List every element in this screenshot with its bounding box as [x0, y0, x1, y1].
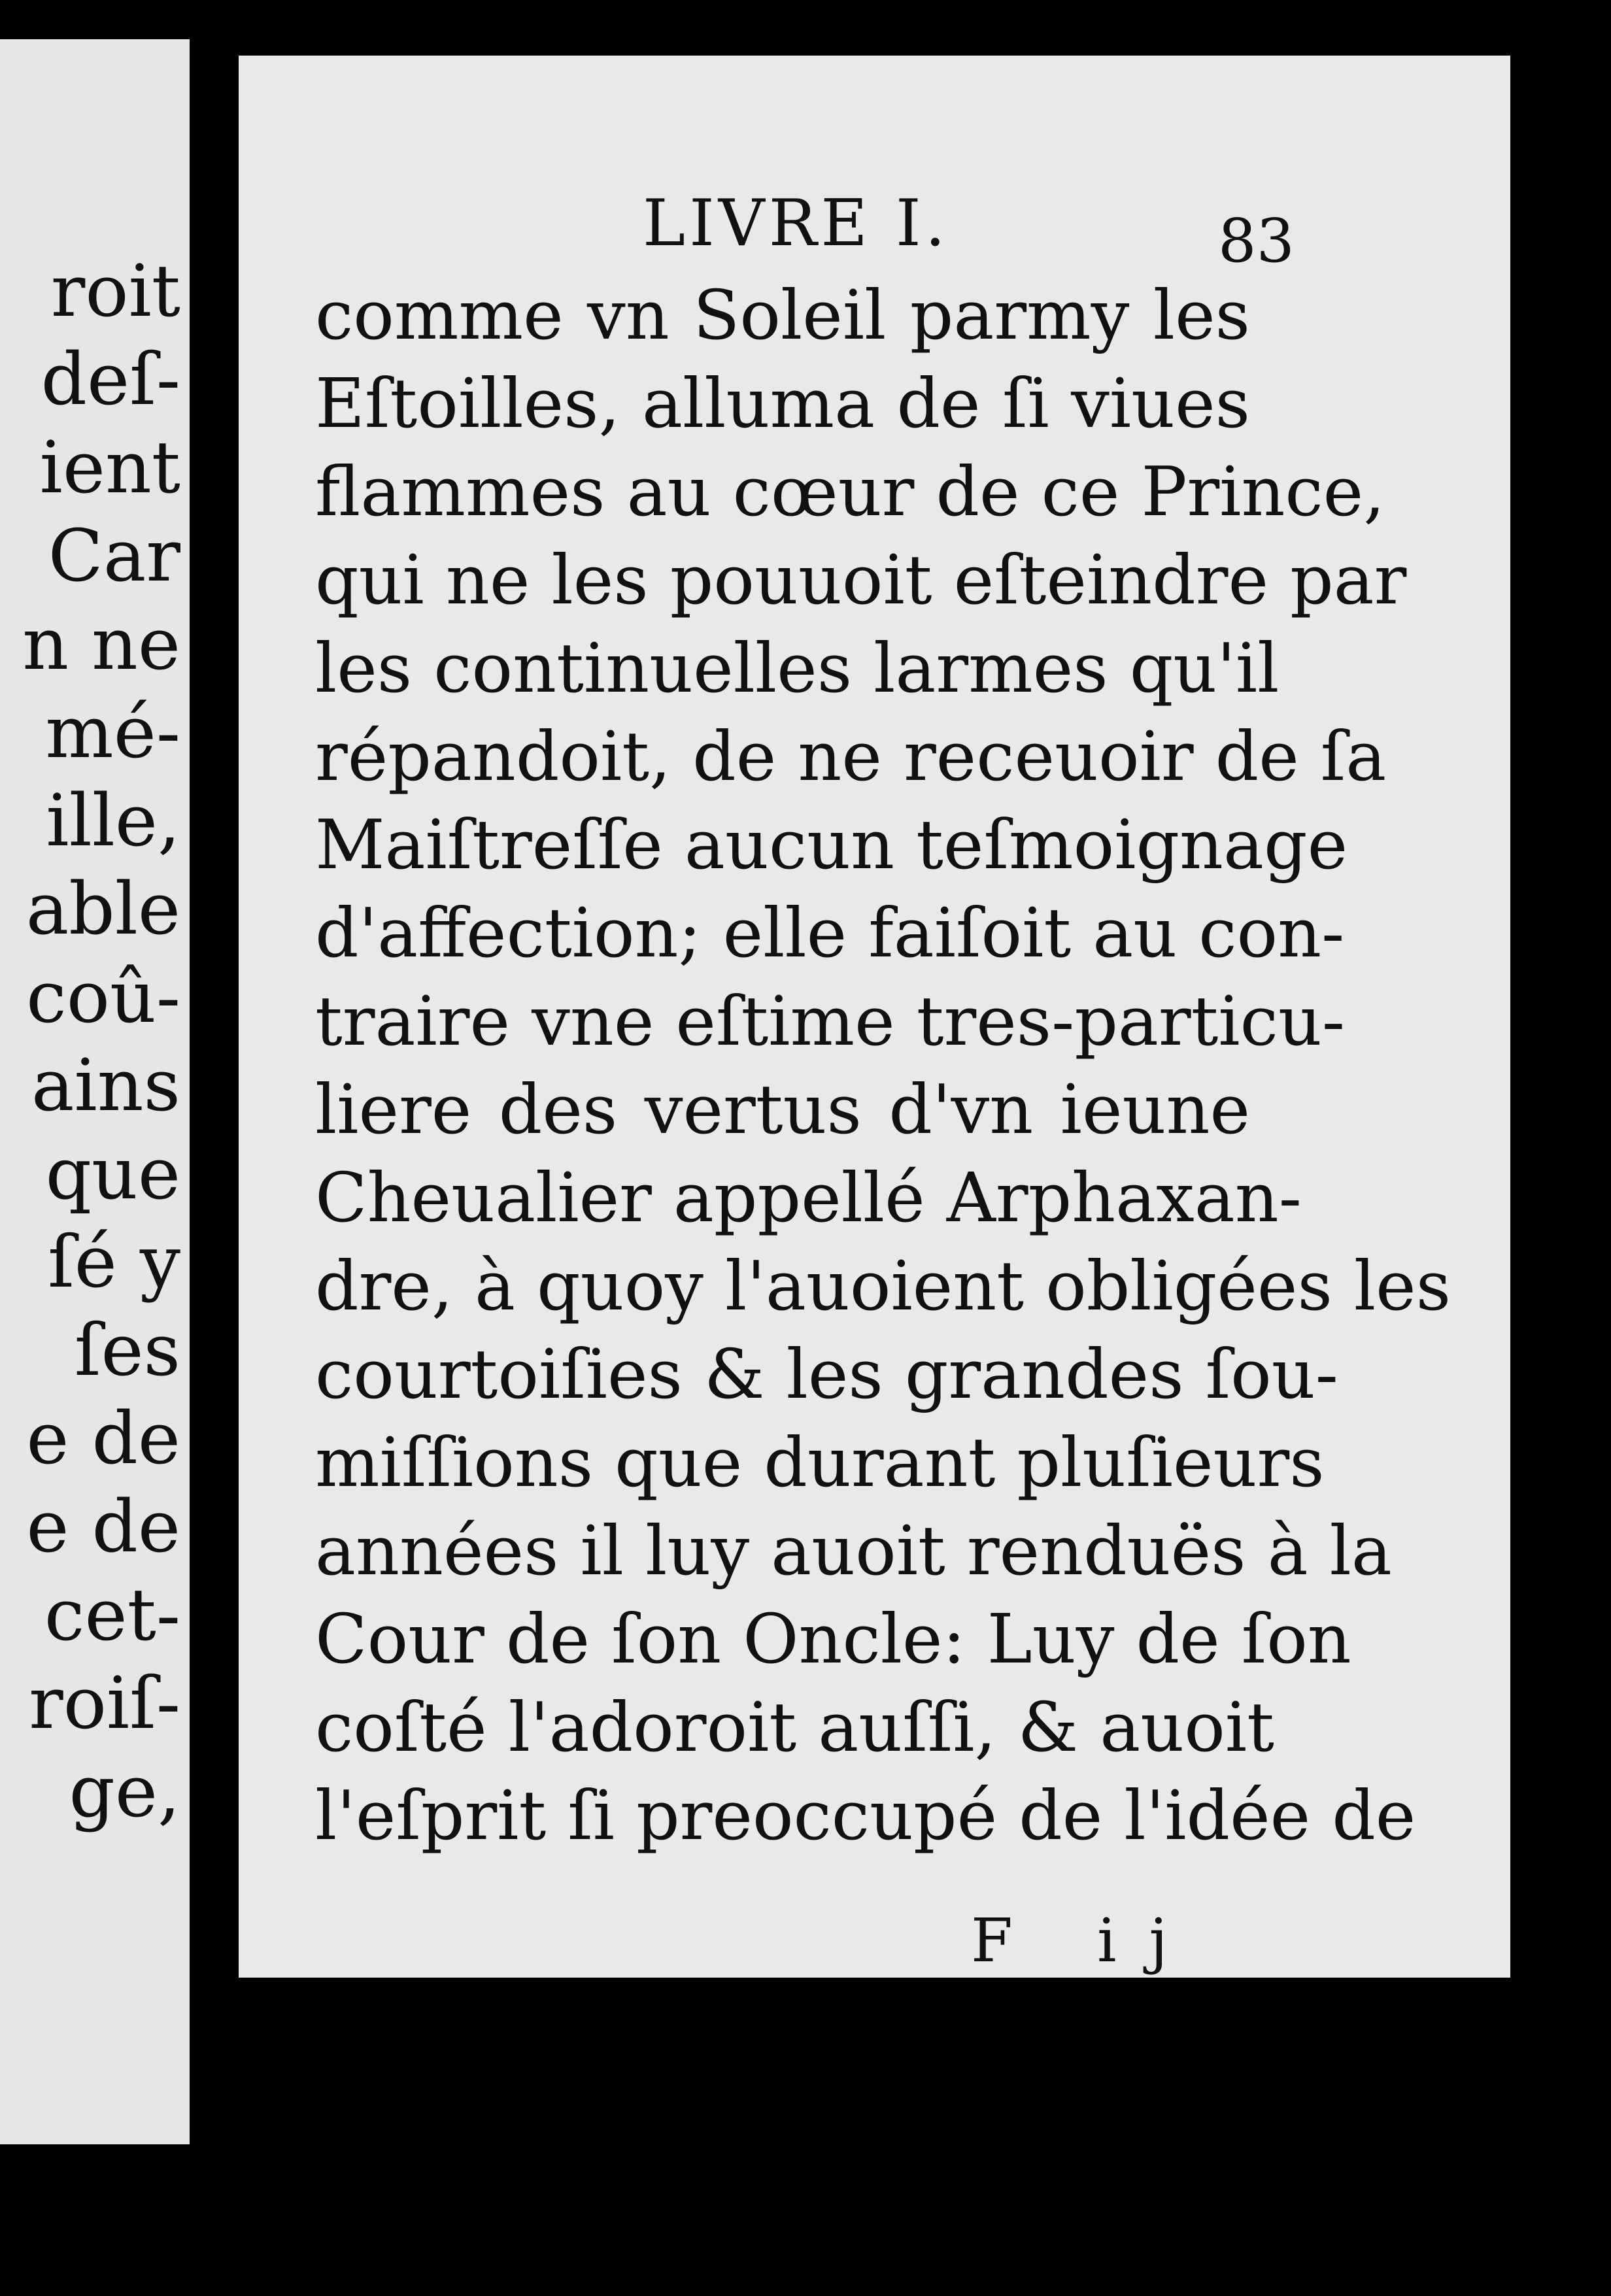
text-line: les continuelles larmes qu'il: [315, 628, 1280, 708]
text-line: coſté l'adoroit auſſi, & auoit: [315, 1687, 1274, 1767]
left-page-line: n ne: [22, 602, 180, 686]
left-page-line: mé-: [45, 690, 180, 774]
left-page-line: ſé y: [48, 1220, 180, 1304]
left-page-line: ille,: [46, 779, 180, 862]
left-page-line: e de: [26, 1396, 180, 1480]
text-line: d'affection; elle faiſoit au con-: [315, 893, 1345, 973]
text-line: répandoit, de ne receuoir de ſa: [315, 717, 1387, 796]
left-page-line: que: [45, 1132, 180, 1215]
signature-mark: F ij: [971, 1906, 1201, 1976]
left-page-line: cet-: [44, 1573, 180, 1657]
text-line: courtoiſies & les grandes ſou-: [315, 1334, 1338, 1414]
left-page-line: ains: [31, 1043, 180, 1127]
left-page-line: Car: [48, 514, 180, 598]
text-line: Cour de ſon Oncle: Luy de ſon: [315, 1599, 1351, 1679]
text-line: traire vne eſtime tres-particu-: [315, 981, 1346, 1061]
left-page-line: ge,: [69, 1749, 180, 1833]
text-line: l'eſprit ſi preoccupé de l'idée de: [315, 1776, 1416, 1855]
left-page-line: ſes: [74, 1308, 180, 1392]
text-line: liere des vertus d'vn ieune: [315, 1070, 1250, 1149]
text-line: flammes au cœur de ce Prince,: [315, 452, 1385, 532]
book-gutter: [190, 0, 242, 2296]
left-page-line: ient: [39, 426, 180, 509]
left-page-line: e de: [26, 1485, 180, 1568]
running-head: LIVRE I.: [643, 186, 949, 261]
text-line: Cheualier appellé Arphaxan-: [315, 1158, 1302, 1238]
left-page-line: able: [25, 867, 180, 951]
text-line: qui ne les pouuoit eſteindre par: [315, 540, 1407, 620]
text-line: dre, à quoy l'auoient obligées les: [315, 1246, 1451, 1326]
left-page-line: deſ-: [41, 337, 180, 421]
page-number: 83: [1218, 206, 1295, 276]
left-page-line: coû-: [26, 955, 180, 1039]
text-line: miſſions que durant pluſieurs: [315, 1423, 1325, 1502]
text-line: années il luy auoit renduës à la: [315, 1511, 1392, 1591]
text-line: Eſtoilles, alluma de ſi viues: [315, 363, 1250, 443]
text-line: comme vn Soleil parmy les: [315, 275, 1250, 355]
left-page-edge: [0, 39, 190, 2144]
left-page-line: roit: [50, 249, 180, 333]
left-page-line: roiſ-: [29, 1661, 180, 1745]
right-page: [239, 56, 1510, 1978]
text-line: Maiſtreſſe aucun teſmoignage: [315, 805, 1348, 885]
